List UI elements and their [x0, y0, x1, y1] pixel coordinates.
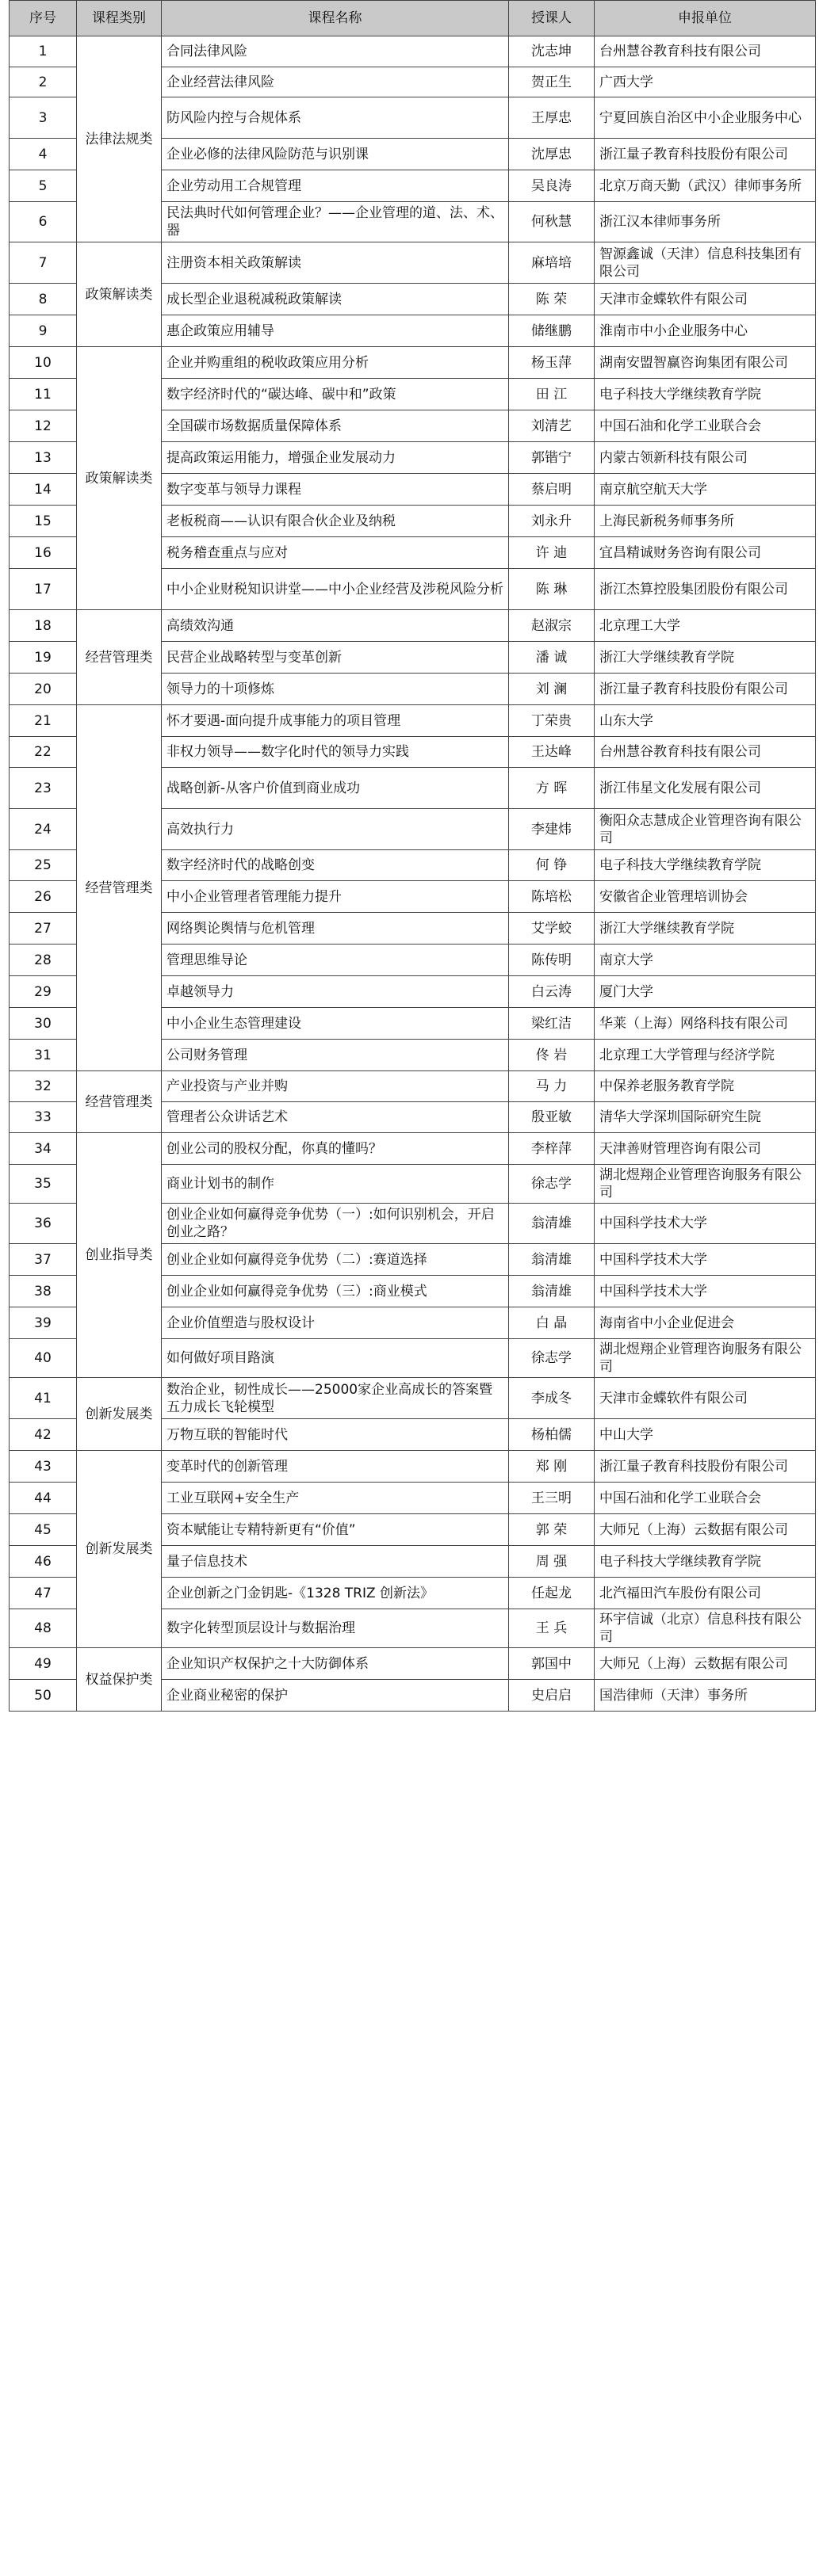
cell-lecturer: 陈 琳 — [509, 569, 595, 610]
cell-no: 9 — [10, 315, 77, 347]
cell-lecturer: 郭国中 — [509, 1648, 595, 1680]
cell-no: 1 — [10, 36, 77, 67]
cell-unit: 天津市金蝶软件有限公司 — [595, 284, 816, 315]
cell-lecturer: 翁清雄 — [509, 1244, 595, 1276]
cell-no: 23 — [10, 768, 77, 809]
cell-lecturer: 杨玉萍 — [509, 347, 595, 379]
table-row — [10, 1133, 816, 1165]
cell-unit: 浙江大学继续教育学院 — [595, 913, 816, 945]
cell-course-name: 数字化转型顶层设计与数据治理 — [162, 1609, 509, 1648]
header-no: 序号 — [10, 1, 77, 36]
cell-no: 46 — [10, 1546, 77, 1578]
cell-unit: 湖北煜翔企业管理咨询服务有限公司 — [595, 1165, 816, 1204]
cell-unit: 北京万商天勤（武汉）律师事务所 — [595, 170, 816, 202]
cell-unit: 中国科学技术大学 — [595, 1276, 816, 1307]
table-row — [10, 1451, 816, 1483]
cell-course-name: 企业并购重组的税收政策应用分析 — [162, 347, 509, 379]
cell-course-name: 万物互联的智能时代 — [162, 1419, 509, 1451]
cell-no: 3 — [10, 97, 77, 139]
cell-lecturer: 陈 荣 — [509, 284, 595, 315]
cell-lecturer: 徐志学 — [509, 1339, 595, 1378]
cell-course-name: 高绩效沟通 — [162, 610, 509, 642]
cell-unit: 淮南市中小企业服务中心 — [595, 315, 816, 347]
cell-lecturer: 王 兵 — [509, 1609, 595, 1648]
cell-no: 35 — [10, 1165, 77, 1204]
cell-course-name: 中小企业管理者管理能力提升 — [162, 881, 509, 913]
cell-lecturer: 方 晖 — [509, 768, 595, 809]
cell-no: 29 — [10, 976, 77, 1008]
table-row — [10, 705, 816, 737]
cell-no: 42 — [10, 1419, 77, 1451]
cell-course-name: 量子信息技术 — [162, 1546, 509, 1578]
cell-unit: 天津善财管理咨询有限公司 — [595, 1133, 816, 1165]
cell-unit: 衡阳众志慧成企业管理咨询有限公司 — [595, 809, 816, 850]
cell-no: 4 — [10, 139, 77, 170]
cell-course-name: 创业公司的股权分配，你真的懂吗？ — [162, 1133, 509, 1165]
cell-unit: 湖南安盟智赢咨询集团有限公司 — [595, 347, 816, 379]
cell-course-name: 企业经营法律风险 — [162, 67, 509, 97]
cell-unit: 北汽福田汽车股份有限公司 — [595, 1578, 816, 1609]
cell-lecturer: 潘 诚 — [509, 642, 595, 674]
cell-lecturer: 赵淑宗 — [509, 610, 595, 642]
table-body — [10, 36, 816, 1712]
cell-course-name: 成长型企业退税减税政策解读 — [162, 284, 509, 315]
cell-unit: 中国石油和化学工业联合会 — [595, 410, 816, 442]
cell-course-name: 企业价值塑造与股权设计 — [162, 1307, 509, 1339]
cell-course-name: 数字经济时代的战略创变 — [162, 850, 509, 881]
cell-no: 44 — [10, 1483, 77, 1514]
cell-no: 36 — [10, 1204, 77, 1244]
cell-course-name: 注册资本相关政策解读 — [162, 242, 509, 284]
cell-unit: 中国科学技术大学 — [595, 1244, 816, 1276]
table-row — [10, 1071, 816, 1102]
cell-course-name: 战略创新-从客户价值到商业成功 — [162, 768, 509, 809]
cell-unit: 广西大学 — [595, 67, 816, 97]
cell-no: 14 — [10, 474, 77, 506]
cell-course-name: 企业商业秘密的保护 — [162, 1680, 509, 1712]
cell-course-name: 工业互联网+安全生产 — [162, 1483, 509, 1514]
header-category: 课程类别 — [77, 1, 162, 36]
cell-no: 15 — [10, 506, 77, 537]
cell-lecturer: 刘清艺 — [509, 410, 595, 442]
cell-lecturer: 郭 荣 — [509, 1514, 595, 1546]
cell-no: 11 — [10, 379, 77, 410]
cell-course-name: 提高政策运用能力，增强企业发展动力 — [162, 442, 509, 474]
cell-lecturer: 徐志学 — [509, 1165, 595, 1204]
cell-lecturer: 周 强 — [509, 1546, 595, 1578]
cell-course-name: 企业创新之门金钥匙-《1328 TRIZ 创新法》 — [162, 1578, 509, 1609]
cell-unit: 上海民新税务师事务所 — [595, 506, 816, 537]
cell-category: 经营管理类 — [77, 1071, 162, 1133]
cell-unit: 浙江大学继续教育学院 — [595, 642, 816, 674]
cell-unit: 厦门大学 — [595, 976, 816, 1008]
cell-lecturer: 贺正生 — [509, 67, 595, 97]
cell-course-name: 如何做好项目路演 — [162, 1339, 509, 1378]
header-course-name: 课程名称 — [162, 1, 509, 36]
cell-course-name: 中小企业财税知识讲堂——中小企业经营及涉税风险分析 — [162, 569, 509, 610]
header-row — [10, 1, 816, 36]
cell-course-name: 创业企业如何赢得竞争优势（二）:赛道选择 — [162, 1244, 509, 1276]
cell-no: 8 — [10, 284, 77, 315]
cell-no: 16 — [10, 537, 77, 569]
cell-no: 50 — [10, 1680, 77, 1712]
cell-lecturer: 李成冬 — [509, 1378, 595, 1419]
cell-lecturer: 翁清雄 — [509, 1276, 595, 1307]
cell-no: 6 — [10, 202, 77, 242]
cell-lecturer: 郑 刚 — [509, 1451, 595, 1483]
cell-lecturer: 郭锴宁 — [509, 442, 595, 474]
cell-lecturer: 任起龙 — [509, 1578, 595, 1609]
cell-no: 28 — [10, 945, 77, 976]
cell-unit: 华莱（上海）网络科技有限公司 — [595, 1008, 816, 1040]
cell-unit: 浙江伟星文化发展有限公司 — [595, 768, 816, 809]
cell-no: 12 — [10, 410, 77, 442]
cell-course-name: 怀才要遇-面向提升成事能力的项目管理 — [162, 705, 509, 737]
cell-lecturer: 马 力 — [509, 1071, 595, 1102]
cell-course-name: 创业企业如何赢得竞争优势（一）:如何识别机会，开启创业之路？ — [162, 1204, 509, 1244]
course-table — [9, 0, 816, 1712]
cell-no: 2 — [10, 67, 77, 97]
cell-no: 24 — [10, 809, 77, 850]
cell-lecturer: 佟 岩 — [509, 1040, 595, 1071]
cell-category: 法律法规类 — [77, 36, 162, 242]
cell-no: 38 — [10, 1276, 77, 1307]
cell-unit: 清华大学深圳国际研究生院 — [595, 1102, 816, 1133]
cell-course-name: 中小企业生态管理建设 — [162, 1008, 509, 1040]
cell-course-name: 合同法律风险 — [162, 36, 509, 67]
cell-lecturer: 何 铮 — [509, 850, 595, 881]
cell-course-name: 企业必修的法律风险防范与识别课 — [162, 139, 509, 170]
cell-course-name: 数字变革与领导力课程 — [162, 474, 509, 506]
cell-unit: 南京航空航天大学 — [595, 474, 816, 506]
table-row — [10, 1378, 816, 1419]
cell-unit: 中山大学 — [595, 1419, 816, 1451]
cell-lecturer: 何秋慧 — [509, 202, 595, 242]
cell-no: 13 — [10, 442, 77, 474]
cell-course-name: 产业投资与产业并购 — [162, 1071, 509, 1102]
cell-no: 34 — [10, 1133, 77, 1165]
cell-lecturer: 王厚忠 — [509, 97, 595, 139]
cell-no: 18 — [10, 610, 77, 642]
cell-lecturer: 王三明 — [509, 1483, 595, 1514]
cell-lecturer: 杨柏儒 — [509, 1419, 595, 1451]
cell-lecturer: 白 晶 — [509, 1307, 595, 1339]
cell-no: 40 — [10, 1339, 77, 1378]
cell-category: 经营管理类 — [77, 610, 162, 705]
cell-no: 47 — [10, 1578, 77, 1609]
cell-unit: 环宇信诚（北京）信息科技有限公司 — [595, 1609, 816, 1648]
course-table-container — [9, 0, 815, 1712]
cell-category: 权益保护类 — [77, 1648, 162, 1712]
cell-course-name: 公司财务管理 — [162, 1040, 509, 1071]
cell-unit: 台州慧谷教育科技有限公司 — [595, 36, 816, 67]
cell-category: 创新发展类 — [77, 1378, 162, 1451]
cell-unit: 北京理工大学 — [595, 610, 816, 642]
cell-no: 49 — [10, 1648, 77, 1680]
cell-course-name: 老板税商——认识有限合伙企业及纳税 — [162, 506, 509, 537]
cell-no: 37 — [10, 1244, 77, 1276]
cell-course-name: 管理思维导论 — [162, 945, 509, 976]
cell-lecturer: 麻培培 — [509, 242, 595, 284]
cell-lecturer: 刘永升 — [509, 506, 595, 537]
cell-no: 21 — [10, 705, 77, 737]
cell-unit: 智源鑫诚（天津）信息科技集团有限公司 — [595, 242, 816, 284]
cell-category: 创新发展类 — [77, 1451, 162, 1648]
cell-unit: 北京理工大学管理与经济学院 — [595, 1040, 816, 1071]
cell-unit: 浙江杰算控股集团股份有限公司 — [595, 569, 816, 610]
cell-unit: 电子科技大学继续教育学院 — [595, 850, 816, 881]
cell-no: 30 — [10, 1008, 77, 1040]
cell-lecturer: 陈培松 — [509, 881, 595, 913]
cell-lecturer: 吴良涛 — [509, 170, 595, 202]
cell-course-name: 数字经济时代的“碳达峰、碳中和”政策 — [162, 379, 509, 410]
cell-lecturer: 李梓萍 — [509, 1133, 595, 1165]
cell-unit: 中国石油和化学工业联合会 — [595, 1483, 816, 1514]
cell-no: 48 — [10, 1609, 77, 1648]
cell-unit: 湖北煜翔企业管理咨询服务有限公司 — [595, 1339, 816, 1378]
cell-lecturer: 田 江 — [509, 379, 595, 410]
header-lecturer: 授课人 — [509, 1, 595, 36]
cell-course-name: 管理者公众讲话艺术 — [162, 1102, 509, 1133]
cell-course-name: 全国碳市场数据质量保障体系 — [162, 410, 509, 442]
cell-lecturer: 沈厚忠 — [509, 139, 595, 170]
cell-category: 政策解读类 — [77, 347, 162, 610]
cell-course-name: 民法典时代如何管理企业？——企业管理的道、法、术、器 — [162, 202, 509, 242]
cell-unit: 宜昌精诚财务咨询有限公司 — [595, 537, 816, 569]
cell-unit: 国浩律师（天津）事务所 — [595, 1680, 816, 1712]
cell-course-name: 企业劳动用工合规管理 — [162, 170, 509, 202]
cell-unit: 浙江量子教育科技股份有限公司 — [595, 1451, 816, 1483]
cell-no: 31 — [10, 1040, 77, 1071]
cell-no: 22 — [10, 737, 77, 768]
cell-no: 10 — [10, 347, 77, 379]
cell-unit: 山东大学 — [595, 705, 816, 737]
cell-unit: 大师兄（上海）云数据有限公司 — [595, 1648, 816, 1680]
cell-unit: 中保养老服务教育学院 — [595, 1071, 816, 1102]
cell-course-name: 非权力领导——数字化时代的领导力实践 — [162, 737, 509, 768]
cell-no: 26 — [10, 881, 77, 913]
cell-lecturer: 史启启 — [509, 1680, 595, 1712]
cell-category: 经营管理类 — [77, 705, 162, 1071]
cell-no: 32 — [10, 1071, 77, 1102]
cell-course-name: 防风险内控与合规体系 — [162, 97, 509, 139]
cell-no: 7 — [10, 242, 77, 284]
cell-no: 27 — [10, 913, 77, 945]
cell-lecturer: 梁红洁 — [509, 1008, 595, 1040]
cell-course-name: 惠企政策应用辅导 — [162, 315, 509, 347]
cell-category: 政策解读类 — [77, 242, 162, 347]
table-row — [10, 347, 816, 379]
cell-unit: 宁夏回族自治区中小企业服务中心 — [595, 97, 816, 139]
cell-unit: 浙江量子教育科技股份有限公司 — [595, 139, 816, 170]
cell-course-name: 变革时代的创新管理 — [162, 1451, 509, 1483]
cell-no: 41 — [10, 1378, 77, 1419]
cell-unit: 电子科技大学继续教育学院 — [595, 379, 816, 410]
cell-no: 45 — [10, 1514, 77, 1546]
cell-unit: 中国科学技术大学 — [595, 1204, 816, 1244]
cell-no: 17 — [10, 569, 77, 610]
cell-lecturer: 沈志坤 — [509, 36, 595, 67]
cell-no: 33 — [10, 1102, 77, 1133]
cell-unit: 浙江汉本律师事务所 — [595, 202, 816, 242]
cell-lecturer: 陈传明 — [509, 945, 595, 976]
cell-no: 5 — [10, 170, 77, 202]
cell-lecturer: 殷亚敏 — [509, 1102, 595, 1133]
cell-course-name: 资本赋能让专精特新更有“价值” — [162, 1514, 509, 1546]
cell-unit: 浙江量子教育科技股份有限公司 — [595, 674, 816, 705]
table-row — [10, 36, 816, 67]
table-row — [10, 610, 816, 642]
cell-unit: 天津市金蝶软件有限公司 — [595, 1378, 816, 1419]
cell-lecturer: 刘 澜 — [509, 674, 595, 705]
cell-course-name: 商业计划书的制作 — [162, 1165, 509, 1204]
cell-unit: 电子科技大学继续教育学院 — [595, 1546, 816, 1578]
cell-unit: 台州慧谷教育科技有限公司 — [595, 737, 816, 768]
cell-course-name: 企业知识产权保护之十大防御体系 — [162, 1648, 509, 1680]
cell-unit: 内蒙古领新科技有限公司 — [595, 442, 816, 474]
cell-unit: 海南省中小企业促进会 — [595, 1307, 816, 1339]
header-unit: 申报单位 — [595, 1, 816, 36]
cell-lecturer: 储继鹏 — [509, 315, 595, 347]
cell-category: 创业指导类 — [77, 1133, 162, 1378]
cell-lecturer: 蔡启明 — [509, 474, 595, 506]
cell-no: 20 — [10, 674, 77, 705]
cell-course-name: 网络舆论舆情与危机管理 — [162, 913, 509, 945]
cell-course-name: 领导力的十项修炼 — [162, 674, 509, 705]
cell-course-name: 高效执行力 — [162, 809, 509, 850]
cell-lecturer: 白云涛 — [509, 976, 595, 1008]
cell-no: 19 — [10, 642, 77, 674]
cell-no: 25 — [10, 850, 77, 881]
cell-course-name: 数治企业，韧性成长——25000家企业高成长的答案暨五力成长飞轮模型 — [162, 1378, 509, 1419]
cell-lecturer: 艾学蛟 — [509, 913, 595, 945]
cell-unit: 南京大学 — [595, 945, 816, 976]
table-row — [10, 1648, 816, 1680]
cell-course-name: 创业企业如何赢得竞争优势（三）:商业模式 — [162, 1276, 509, 1307]
cell-no: 39 — [10, 1307, 77, 1339]
cell-no: 43 — [10, 1451, 77, 1483]
cell-course-name: 卓越领导力 — [162, 976, 509, 1008]
table-row — [10, 242, 816, 284]
cell-unit: 安徽省企业管理培训协会 — [595, 881, 816, 913]
cell-lecturer: 王达峰 — [509, 737, 595, 768]
cell-course-name: 税务稽查重点与应对 — [162, 537, 509, 569]
cell-course-name: 民营企业战略转型与变革创新 — [162, 642, 509, 674]
cell-lecturer: 丁荣贵 — [509, 705, 595, 737]
cell-unit: 大师兄（上海）云数据有限公司 — [595, 1514, 816, 1546]
cell-lecturer: 翁清雄 — [509, 1204, 595, 1244]
cell-lecturer: 许 迪 — [509, 537, 595, 569]
cell-lecturer: 李建炜 — [509, 809, 595, 850]
